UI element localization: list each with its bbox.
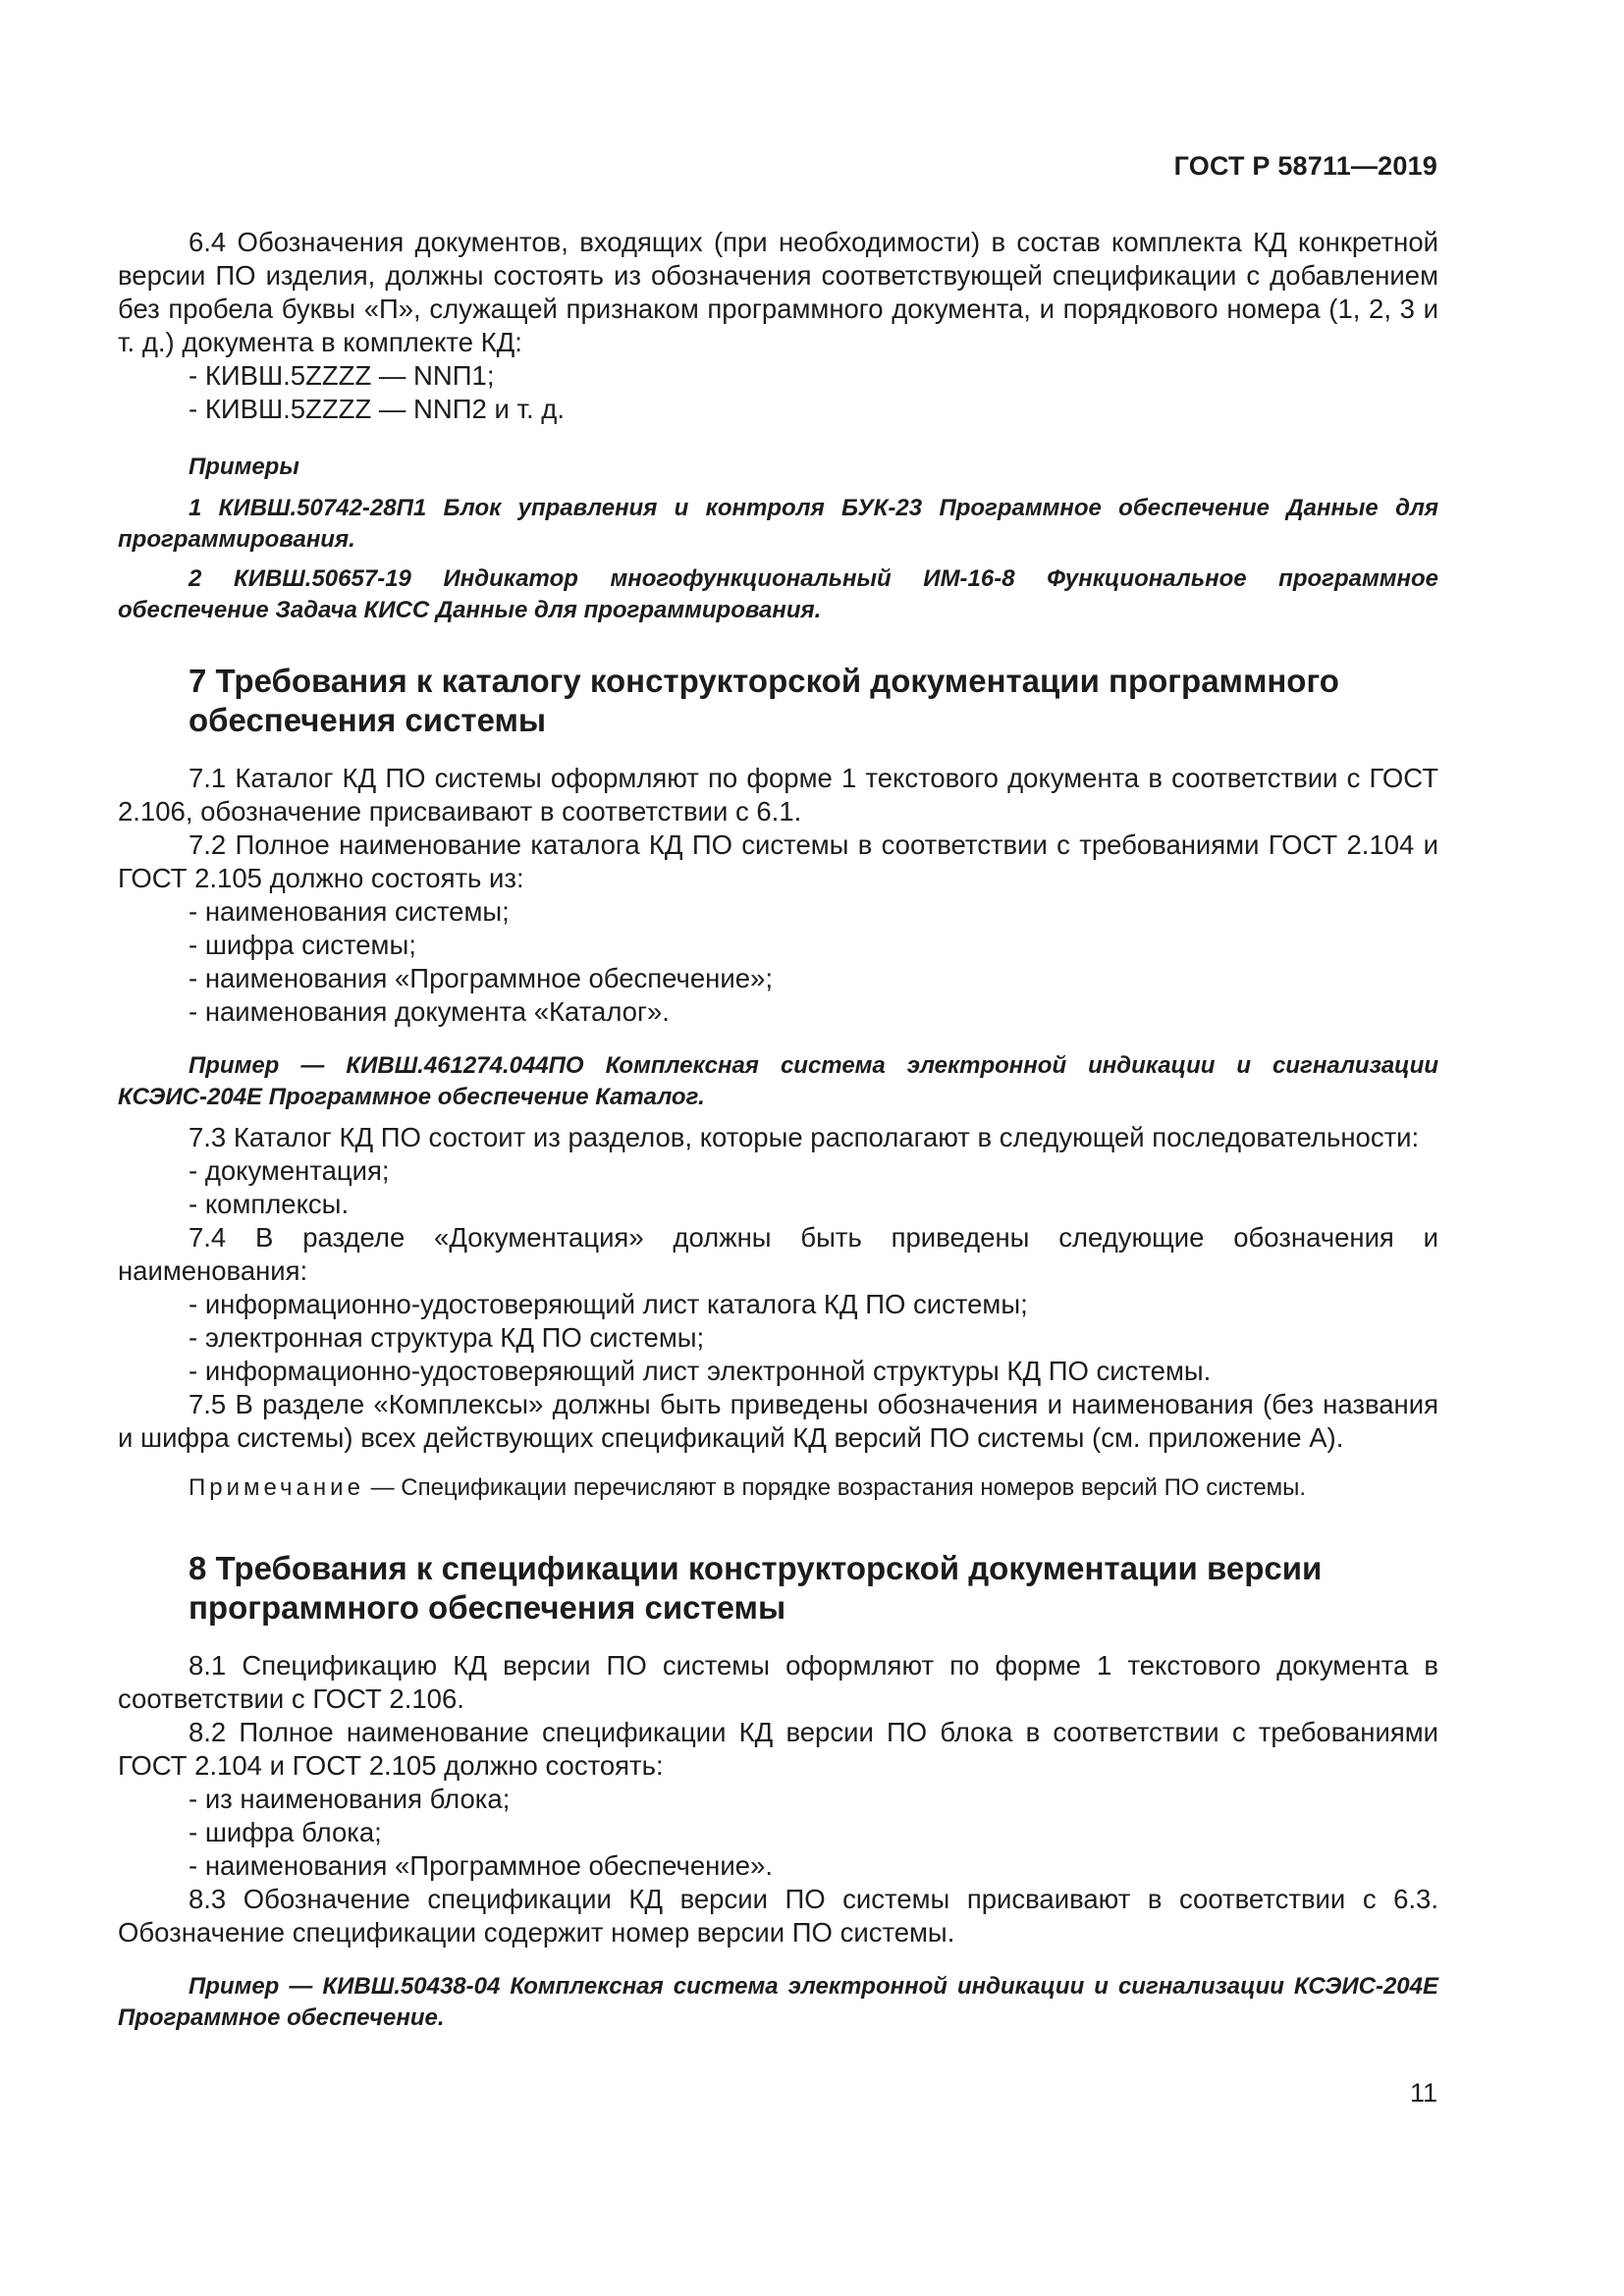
catalog-sections-list bbox=[118, 1154, 1438, 1221]
note-text: — Спецификации перечисляют в порядке возрастания номеров версий ПО системы. bbox=[363, 1474, 1307, 1501]
example-1: 1 КИВШ.50742-28П1 Блок управления и контроля БУК-23 Программное обеспечение Данные для программирования. bbox=[118, 495, 1438, 553]
paragraph-7-5: 7.5 В разделе «Комплексы» должны быть приведены обозначения и наименования (без названия и шифра системы) всех действующих спецификаций КД версий ПО системы (см. приложение А). bbox=[118, 1389, 1438, 1453]
designation-list bbox=[118, 359, 1438, 426]
paragraph-8-2: 8.2 Полное наименование спецификации КД версии ПО блока в соответствии с требованиями ГОСТ 2.104 и ГОСТ 2.105 должно состоять: bbox=[118, 1717, 1438, 1781]
paragraph-7-4: 7.4 В разделе «Документация» должны быть приведены следующие обозначения и наименования: bbox=[118, 1222, 1438, 1286]
list-item: - наименования «Программное обеспечение»; bbox=[118, 962, 1438, 995]
document-code-header: ГОСТ Р 58711—2019 bbox=[1173, 151, 1437, 181]
paragraph-8-3: 8.3 Обозначение спецификации КД версии ПО системы присваивают в соответствии с 6.3. Обозначение спецификации содержит номер версии ПО системы. bbox=[118, 1884, 1438, 1948]
paragraph-6-4: 6.4 Обозначения документов, входящих (при необходимости) в состав комплекта КД конкретной версии ПО изделия, должны состоять из обозначения соответствующей спецификации с добавлением без пробела буквы «П», служащей признаком программного документа, и порядкового номера (1, 2, 3 и т. д.) документа в комплекте КД: bbox=[118, 227, 1438, 357]
list-item: - шифра системы; bbox=[118, 929, 1438, 962]
section-8-heading: 8 Требования к спецификации конструкторской документации версии программного обеспечения системы bbox=[189, 1550, 1323, 1626]
section-7-heading: 7 Требования к каталогу конструкторской документации программного обеспечения системы bbox=[189, 663, 1339, 738]
note-7 bbox=[118, 1472, 1438, 1504]
examples-title: Примеры bbox=[189, 454, 299, 480]
page-content bbox=[118, 226, 1438, 2042]
paragraph-7-3: 7.3 Каталог КД ПО состоит из разделов, которые располагают в следующей последовательности: bbox=[189, 1122, 1420, 1152]
note-label: Примечание bbox=[189, 1474, 364, 1501]
list-item: - шифра блока; bbox=[118, 1816, 1438, 1849]
list-item: - из наименования блока; bbox=[118, 1783, 1438, 1816]
list-item: - информационно-удостоверяющий лист каталога КД ПО системы; bbox=[118, 1288, 1438, 1321]
example-2: 2 КИВШ.50657-19 Индикатор многофункциональный ИМ-16-8 Функциональное программное обеспечение Задача КИСС Данные для программирования. bbox=[118, 565, 1438, 623]
list-item: - электронная структура КД ПО системы; bbox=[118, 1321, 1438, 1355]
list-item: - комплексы. bbox=[118, 1188, 1438, 1221]
list-item: - наименования системы; bbox=[118, 895, 1438, 929]
list-item: - наименования документа «Каталог». bbox=[118, 995, 1438, 1029]
example-8: Пример — КИВШ.50438-04 Комплексная система электронной индикации и сигнализации КСЭИС-204Е Программное обеспечение. bbox=[118, 1973, 1438, 2031]
specification-name-list bbox=[118, 1783, 1438, 1883]
list-item: - КИВШ.5ZZZZ — NNП1; bbox=[118, 359, 1438, 393]
catalog-name-list bbox=[118, 895, 1438, 1029]
list-item: - документация; bbox=[118, 1154, 1438, 1188]
list-item: - информационно-удостоверяющий лист электронной структуры КД ПО системы. bbox=[118, 1355, 1438, 1388]
example-7: Пример — КИВШ.461274.044ПО Комплексная система электронной индикации и сигнализации КСЭИС-204Е Программное обеспечение Каталог. bbox=[118, 1052, 1438, 1110]
paragraph-7-1: 7.1 Каталог КД ПО системы оформляют по форме 1 текстового документа в соответствии с ГОСТ 2.106, обозначение присваивают в соответствии с 6.1. bbox=[118, 763, 1438, 827]
page-number: 11 bbox=[1409, 2078, 1437, 2108]
list-item: - наименования «Программное обеспечение». bbox=[118, 1849, 1438, 1883]
documentation-list bbox=[118, 1288, 1438, 1388]
paragraph-8-1: 8.1 Спецификацию КД версии ПО системы оформляют по форме 1 текстового документа в соответствии с ГОСТ 2.106. bbox=[118, 1650, 1438, 1714]
paragraph-7-2: 7.2 Полное наименование каталога КД ПО системы в соответствии с требованиями ГОСТ 2.104 и ГОСТ 2.105 должно состоять из: bbox=[118, 829, 1438, 893]
list-item: - КИВШ.5ZZZZ — NNП2 и т. д. bbox=[118, 393, 1438, 426]
